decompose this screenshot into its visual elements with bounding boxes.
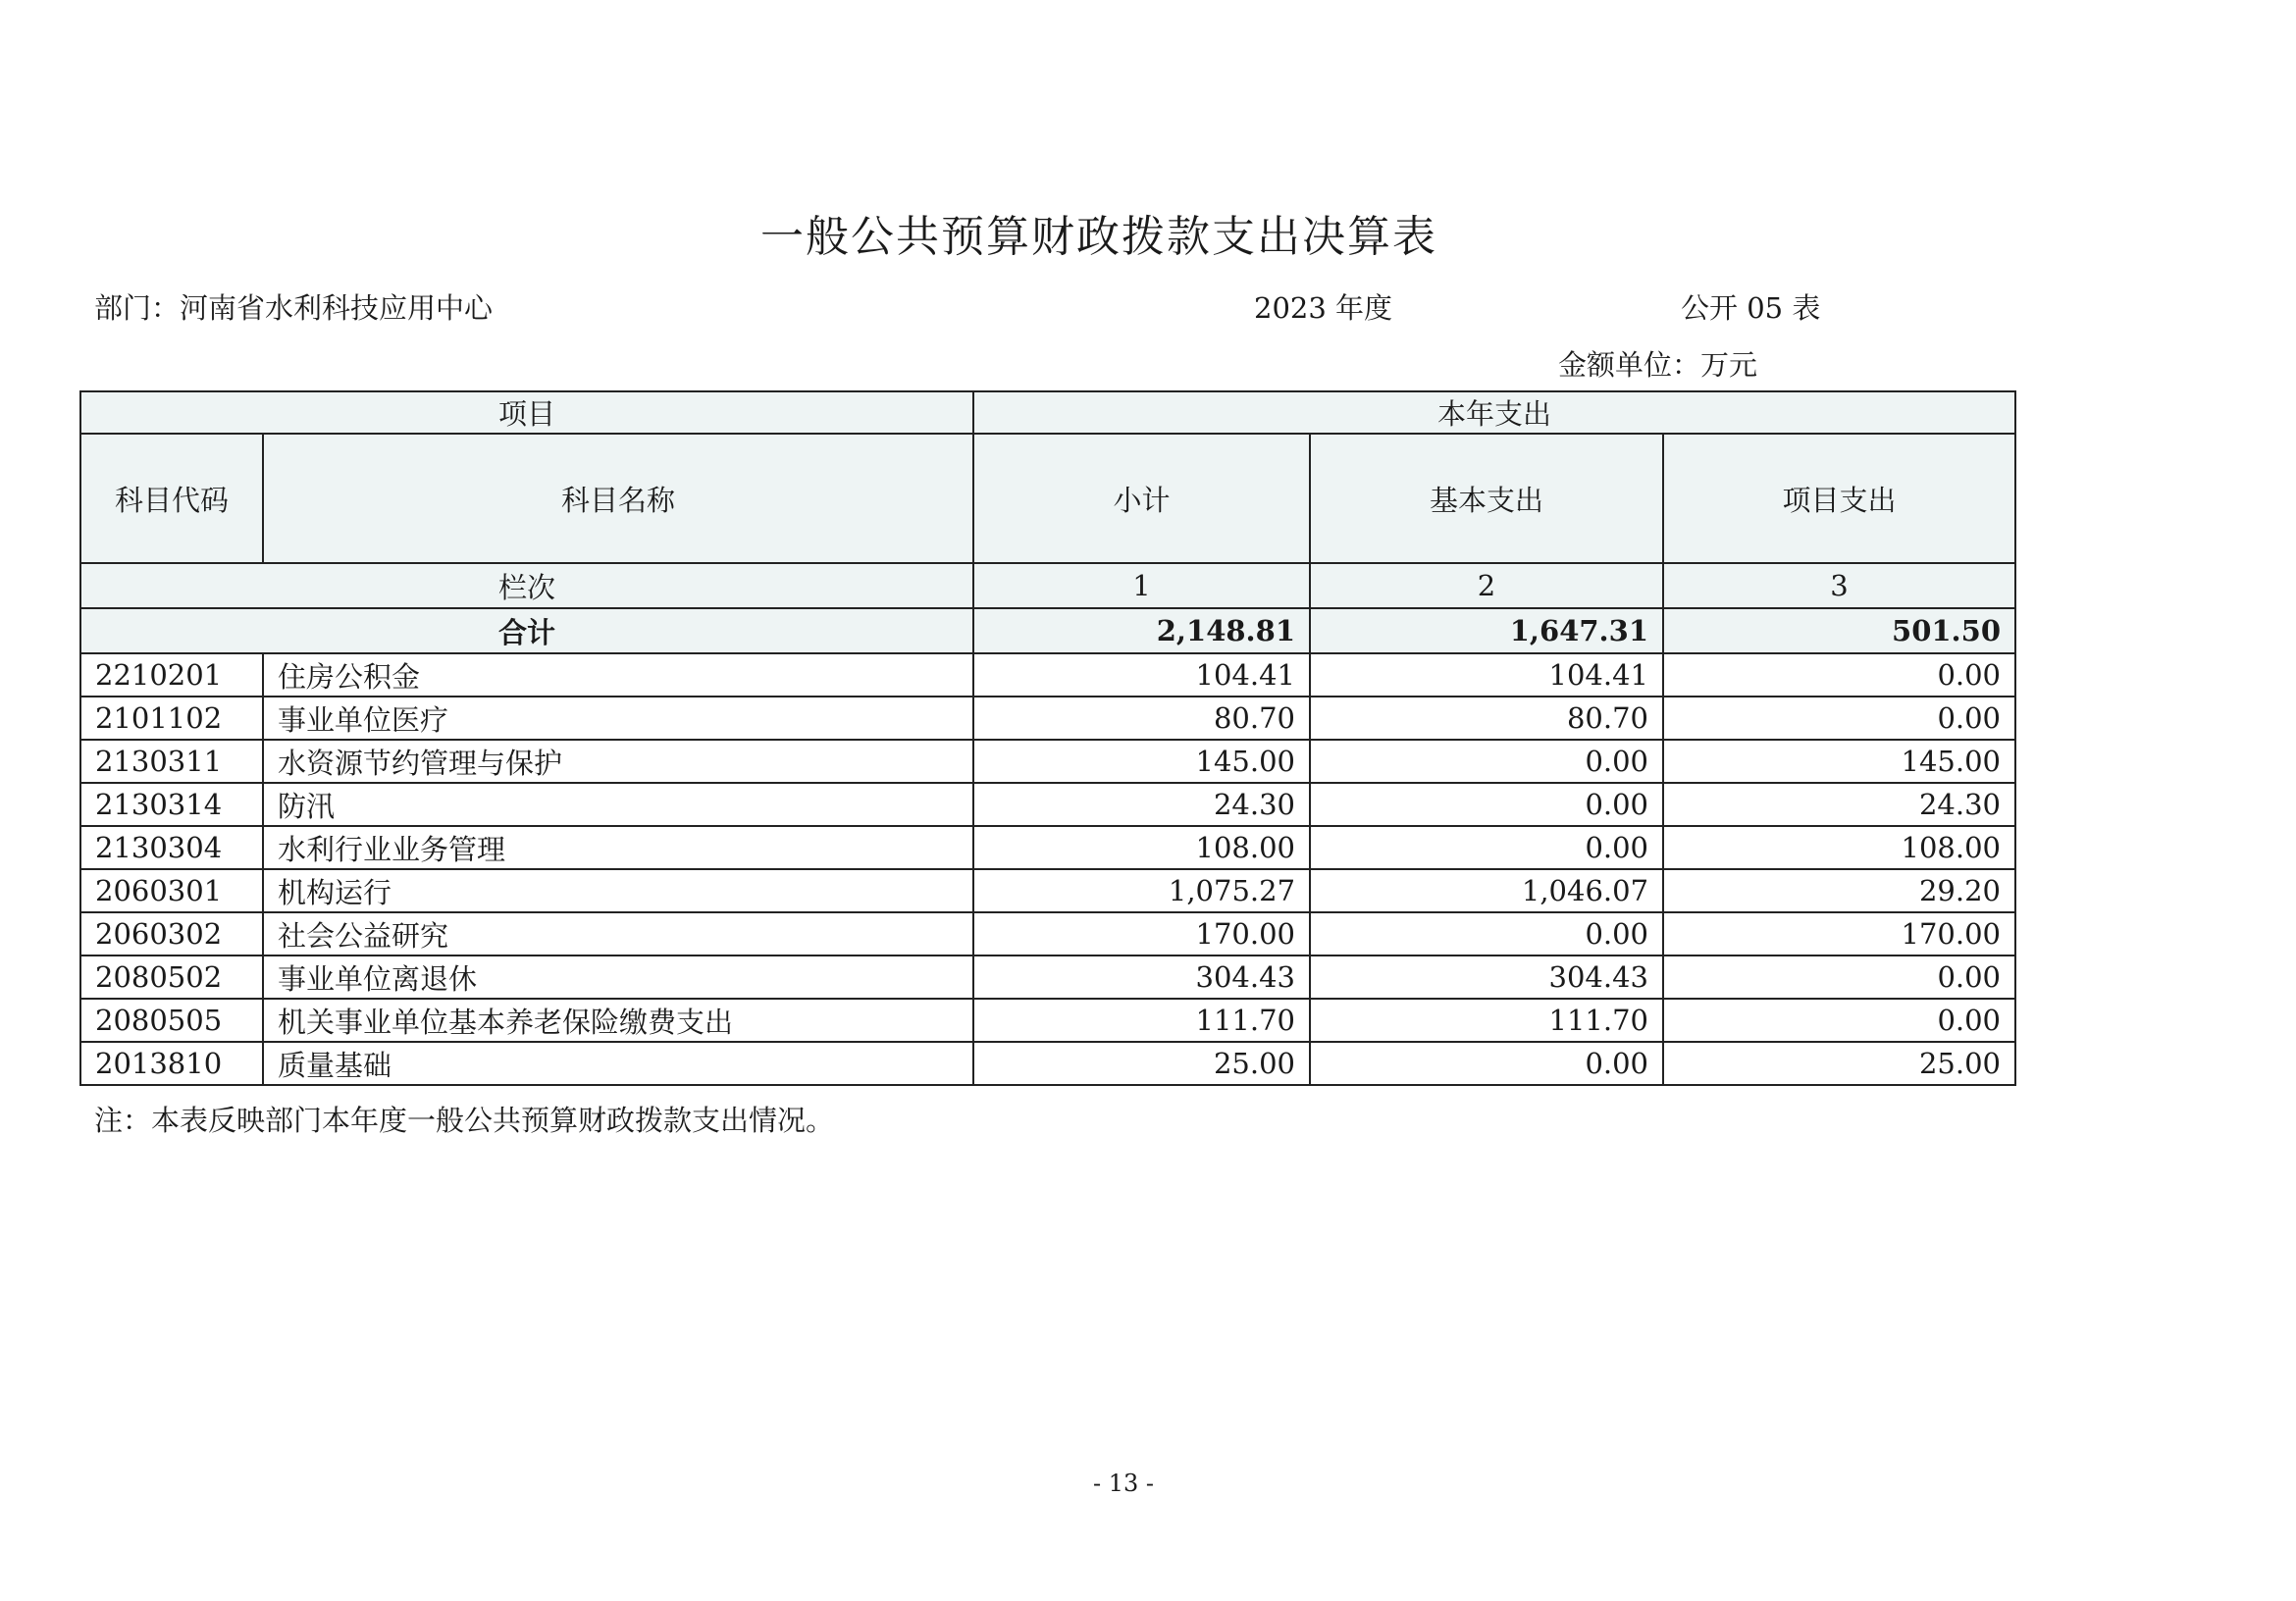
row-subtotal: 1,075.27	[973, 869, 1310, 912]
header-name: 科目名称	[263, 434, 973, 563]
row-name: 水资源节约管理与保护	[263, 740, 973, 783]
row-name: 机关事业单位基本养老保险缴费支出	[263, 999, 973, 1042]
row-item: 0.00	[1663, 653, 2015, 697]
expense-table	[79, 390, 2016, 1086]
table-row	[80, 955, 2015, 999]
table-number: 公开 05 表	[1681, 291, 1821, 325]
row-basic: 80.70	[1310, 697, 1663, 740]
row-code: 2130314	[80, 783, 263, 826]
row-item: 24.30	[1663, 783, 2015, 826]
row-code: 2080502	[80, 955, 263, 999]
row-basic: 0.00	[1310, 826, 1663, 869]
header-row-1	[80, 391, 2015, 434]
row-name: 机构运行	[263, 869, 973, 912]
table-row	[80, 1042, 2015, 1085]
column-sequence-row	[80, 563, 2015, 608]
total-subtotal: 2,148.81	[973, 608, 1310, 653]
table-row	[80, 697, 2015, 740]
department-label: 部门：河南省水利科技应用中心	[94, 291, 494, 325]
row-basic: 0.00	[1310, 740, 1663, 783]
row-item: 0.00	[1663, 955, 2015, 999]
row-code: 2013810	[80, 1042, 263, 1085]
row-subtotal: 111.70	[973, 999, 1310, 1042]
row-name: 事业单位离退休	[263, 955, 973, 999]
row-basic: 1,046.07	[1310, 869, 1663, 912]
table-row	[80, 653, 2015, 697]
table-row	[80, 826, 2015, 869]
row-code: 2080505	[80, 999, 263, 1042]
header-subtotal: 小计	[973, 434, 1310, 563]
seq-col-1: 1	[973, 563, 1310, 608]
header-project: 项目	[80, 391, 973, 434]
row-name: 水利行业业务管理	[263, 826, 973, 869]
table-row	[80, 740, 2015, 783]
row-basic: 0.00	[1310, 912, 1663, 955]
row-item: 25.00	[1663, 1042, 2015, 1085]
table-row	[80, 912, 2015, 955]
row-item: 145.00	[1663, 740, 2015, 783]
total-item: 501.50	[1663, 608, 2015, 653]
row-basic: 304.43	[1310, 955, 1663, 999]
row-item: 170.00	[1663, 912, 2015, 955]
seq-label: 栏次	[80, 563, 973, 608]
row-subtotal: 24.30	[973, 783, 1310, 826]
page-number: - 13 -	[1092, 1470, 1154, 1497]
row-subtotal: 145.00	[973, 740, 1310, 783]
seq-col-3: 3	[1663, 563, 2015, 608]
row-basic: 104.41	[1310, 653, 1663, 697]
row-name: 社会公益研究	[263, 912, 973, 955]
row-code: 2060302	[80, 912, 263, 955]
header-basic: 基本支出	[1310, 434, 1663, 563]
row-name: 防汛	[263, 783, 973, 826]
row-code: 2210201	[80, 653, 263, 697]
row-subtotal: 108.00	[973, 826, 1310, 869]
row-item: 0.00	[1663, 697, 2015, 740]
row-code: 2060301	[80, 869, 263, 912]
total-row	[80, 608, 2015, 653]
row-subtotal: 104.41	[973, 653, 1310, 697]
header-item: 项目支出	[1663, 434, 2015, 563]
header-code: 科目代码	[80, 434, 263, 563]
total-label: 合计	[80, 608, 973, 653]
table-row	[80, 783, 2015, 826]
table-note: 注：本表反映部门本年度一般公共预算财政拨款支出情况。	[94, 1104, 835, 1137]
header-row-2	[80, 434, 2015, 563]
row-subtotal: 25.00	[973, 1042, 1310, 1085]
table-row	[80, 869, 2015, 912]
seq-col-2: 2	[1310, 563, 1663, 608]
amount-unit: 金额单位：万元	[1558, 348, 1758, 382]
header-this-year-expense: 本年支出	[973, 391, 2015, 434]
row-basic: 0.00	[1310, 1042, 1663, 1085]
row-subtotal: 304.43	[973, 955, 1310, 999]
table-row	[80, 999, 2015, 1042]
row-basic: 0.00	[1310, 783, 1663, 826]
total-basic: 1,647.31	[1310, 608, 1663, 653]
row-code: 2130304	[80, 826, 263, 869]
row-subtotal: 170.00	[973, 912, 1310, 955]
row-subtotal: 80.70	[973, 697, 1310, 740]
row-item: 29.20	[1663, 869, 2015, 912]
row-name: 事业单位医疗	[263, 697, 973, 740]
row-item: 108.00	[1663, 826, 2015, 869]
row-basic: 111.70	[1310, 999, 1663, 1042]
page-title: 一般公共预算财政拨款支出决算表	[760, 212, 1437, 262]
row-item: 0.00	[1663, 999, 2015, 1042]
row-name: 质量基础	[263, 1042, 973, 1085]
row-code: 2101102	[80, 697, 263, 740]
row-name: 住房公积金	[263, 653, 973, 697]
fiscal-year: 2023 年度	[1254, 291, 1393, 325]
row-code: 2130311	[80, 740, 263, 783]
